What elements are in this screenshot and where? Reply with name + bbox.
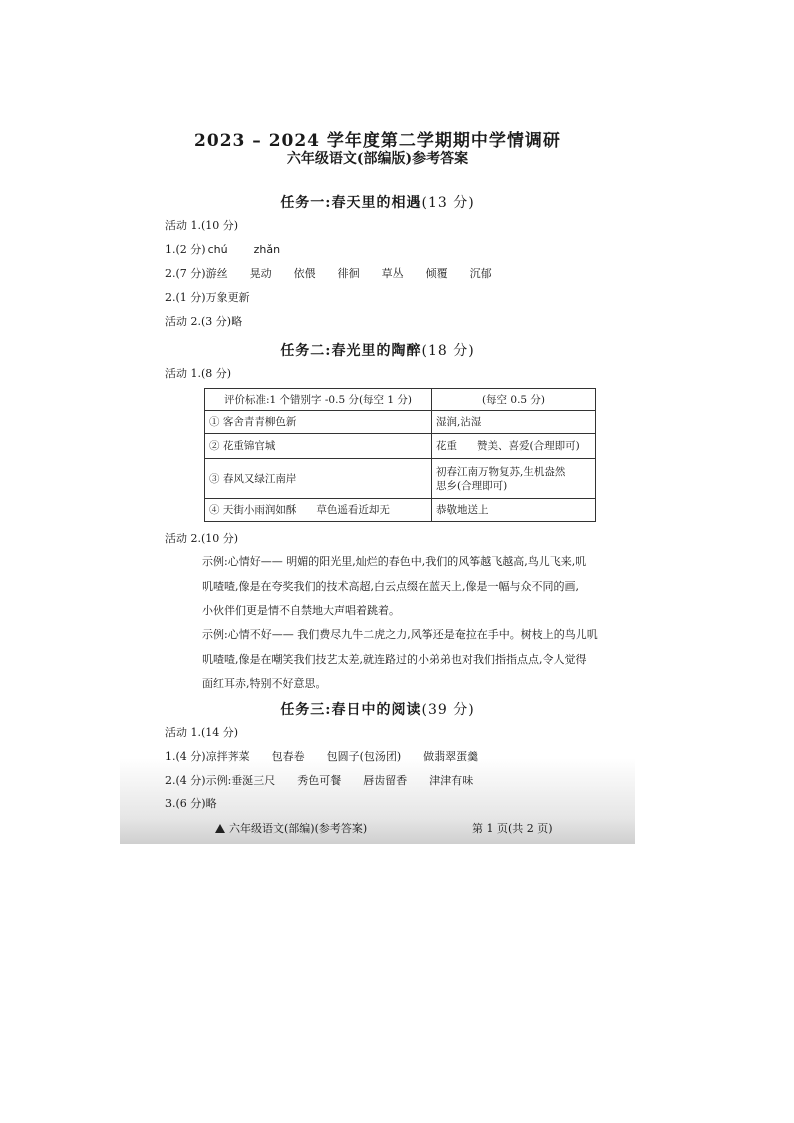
word-answer: 游丝 [205,267,228,280]
word-answer: 依偎 [293,267,316,280]
table-header-cell: (每空 0.5 分) [432,389,596,411]
evaluation-table [204,388,596,522]
dish-answer: 做翡翠蛋羹 [423,750,479,763]
table-cell: 初春江南万物复苏,生机盎然 思乡(合理即可) [432,459,596,499]
table-cell: 湿润,沾湿 [432,411,596,434]
word-answer: 徘徊 [337,267,360,280]
task1-q1: 1.(2 分) chú zhǎn [165,243,281,256]
idiom-answer: 唇齿留香 [363,774,408,787]
table-cell: 花重 赞美、喜爱(合理即可) [432,434,596,459]
dish-answer: 凉拌荠菜 [205,750,250,763]
task2-activity1: 活动 1.(8 分) [165,367,232,380]
page-number: 第 1 页(共 2 页) [472,822,553,835]
task3-title: 任务三:春日中的阅读 [280,702,422,718]
table-cell: ② 花重锦官城 [205,434,432,459]
table-row [205,499,596,522]
word-answer: 倾覆 [425,267,448,280]
document-title: 2023 – 2024 学年度第二学期期中学情调研 [194,131,561,151]
word-answer: 沉郁 [469,267,492,280]
task2-heading [120,340,635,360]
task1-activity1: 活动 1.(10 分) [165,219,239,232]
triangle-icon [215,824,225,833]
task3-q3: 3.(6 分)略 [165,797,217,810]
idiom-answer: 津津有味 [429,774,474,787]
task3-score: (39 分) [421,702,475,718]
task3-q1: 1.(4 分)凉拌荠菜 包春卷 包圆子(包汤团) 做翡翠蛋羹 [165,750,479,763]
task2-title: 任务二:春光里的陶醉 [280,343,422,359]
idiom-answer: 垂涎三尺 [231,774,276,787]
table-cell: 恭敬地送上 [432,499,596,522]
task1-activity2: 活动 2.(3 分)略 [165,315,243,328]
task3-q2: 2.(4 分)示例:垂涎三尺 秀色可餐 唇齿留香 津津有味 [165,774,474,787]
task2-score: (18 分) [421,343,475,359]
example-bad-mood: 示例:心情不好—— 我们费尽九牛二虎之力,风筝还是奄拉在手中。树枝上的鸟儿叽 叽喳喳,像是在嘲笑我们技艺太差,就连路过的小弟弟也对我们指指点点,令人觉得 面红耳赤,特别不好意思。 [202,628,598,690]
task1-score: (13 分) [421,195,475,211]
table-header-cell: 评价标准:1 个错别字 -0.5 分(每空 1 分) [205,389,432,411]
word-answer: 草丛 [381,267,404,280]
dish-answer: 包春卷 [271,750,305,763]
table-cell: ① 客舍青青柳色新 [205,411,432,434]
footer-left: 六年级语文(部编)(参考答案) [215,820,367,836]
table-row [205,411,596,434]
table-cell: ④ 天街小雨润如酥 草色遥看近却无 [205,499,432,522]
task3-heading [120,699,635,719]
pinyin-answer: chú [207,243,228,256]
table-cell: ③ 春风又绿江南岸 [205,459,432,499]
task1-title: 任务一:春天里的相遇 [280,195,422,211]
table-row [205,459,596,499]
word-answer: 晃动 [249,267,272,280]
task1-q3: 2.(1 分)万象更新 [165,291,250,304]
table-row [205,434,596,459]
task1-q2: 2.(7 分)游丝 晃动 依偎 徘徊 草丛 倾覆 沉郁 [165,267,492,280]
task2-activity2: 活动 2.(10 分) [165,532,239,545]
idiom-answer: 秀色可餐 [297,774,342,787]
pinyin-answer: zhǎn [253,243,281,256]
table-header-row [205,389,596,411]
task3-activity1: 活动 1.(14 分) [165,726,239,739]
answer-sheet [120,118,635,844]
document-subtitle: 六年级语文(部编版)参考答案 [286,151,469,167]
task1-heading [120,192,635,212]
example-good-mood: 示例:心情好—— 明媚的阳光里,灿烂的春色中,我们的风筝越飞越高,鸟儿飞来,叽 叽喳喳,像是在夸奖我们的技术高超,白云点缀在蓝天上,像是一幅与众不同的画, 小伙伴们更是情不自禁地大声唱着跳着。 [202,555,587,617]
dish-answer: 包圆子(包汤团) [326,750,402,763]
